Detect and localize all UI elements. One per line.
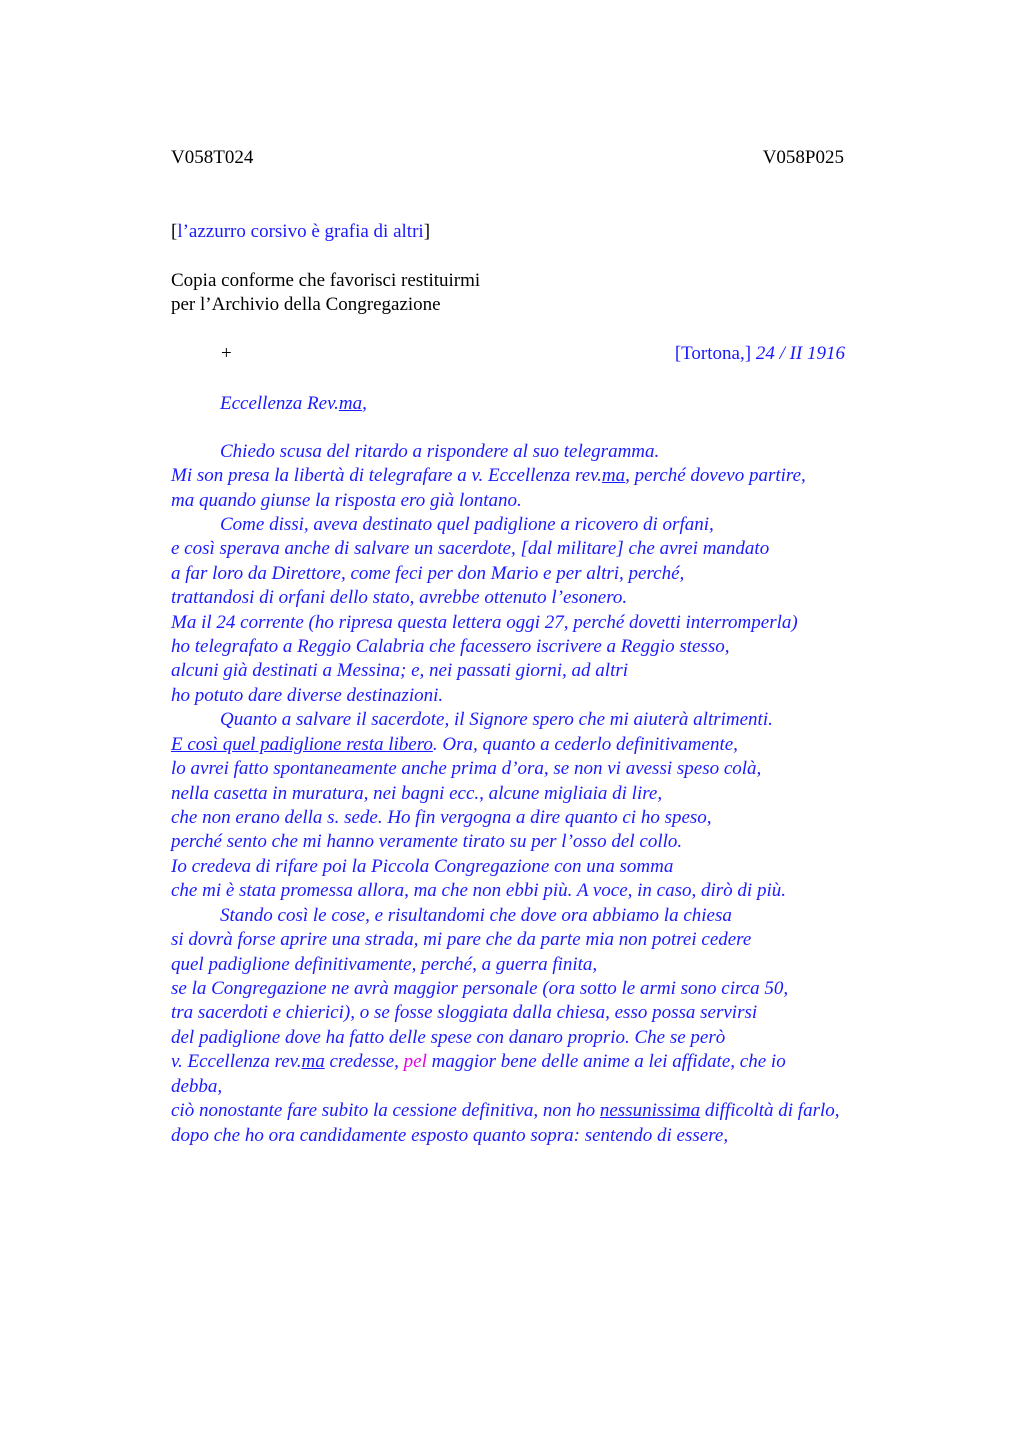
text-segment: maggior bene delle anime a lei affidate, che io: [426, 1051, 786, 1072]
salutation-superscript: ma: [338, 393, 363, 414]
body-line: Stando così le cose, e risultandomi che dove ora abbiamo la chiesa: [220, 905, 732, 926]
text-segment: Mi son presa la libertà di telegrafare a v. Eccellenza rev.: [171, 465, 602, 486]
body-line: e così sperava anche di salvare un sacerdote, [dal militare] che avrei mandato: [171, 538, 770, 559]
text-segment: credesse,: [324, 1051, 404, 1072]
cross-symbol: +: [221, 343, 232, 364]
salutation-end: ,: [362, 393, 367, 414]
body-line: a far loro da Direttore, come feci per don Mario e per altri, perché,: [171, 563, 685, 584]
body-line: [171, 1099, 840, 1123]
text-segment: . Ora, quanto a cederlo definitivamente,: [432, 734, 738, 755]
body-line: Io credeva di rifare poi la Piccola Congregazione con una somma: [171, 856, 674, 877]
body-line: perché sento che mi hanno veramente tirato su per l’osso del collo.: [171, 831, 683, 852]
body-line: [171, 1050, 786, 1074]
copy-note-line-2: per l’Archivio della Congregazione: [171, 294, 441, 315]
underlined-word: nessunissima: [599, 1100, 701, 1121]
body-line: lo avrei fatto spontaneamente anche prima d’ora, se non vi avessi speso colà,: [171, 758, 762, 779]
body-line: Chiedo scusa del ritardo a rispondere al suo telegramma.: [220, 441, 660, 462]
body-line: Come dissi, aveva destinato quel padiglione a ricovero di orfani,: [220, 514, 714, 535]
date: 24 / II 1916: [755, 343, 845, 364]
body-line: ho telegrafato a Reggio Calabria che facessero iscrivere a Reggio stesso,: [171, 636, 730, 657]
body-line: ma quando giunse la risposta ero già lontano.: [171, 490, 522, 511]
place: [Tortona,]: [674, 343, 752, 364]
header-left-code: V058T024: [171, 147, 254, 168]
text-segment: ciò nonostante fare subito la cessione definitiva, non ho: [171, 1100, 600, 1121]
note-open-bracket: [: [171, 221, 178, 242]
editor-note: [171, 220, 430, 244]
body-line: Ma il 24 corrente (ho ripresa questa lettera oggi 27, perché dovetti interromperla): [171, 612, 798, 633]
magenta-word: pel: [403, 1051, 427, 1072]
note-text: l’azzurro corsivo è grafia di altri: [177, 221, 424, 242]
body-line: tra sacerdoti e chierici), o se fosse sloggiata dalla chiesa, esso possa servirsi: [171, 1002, 758, 1023]
body-line: che mi è stata promessa allora, ma che non ebbi più. A voce, in caso, dirò di più.: [171, 880, 786, 901]
underlined-abbreviation: ma: [301, 1051, 325, 1072]
text-segment: difficoltà di farlo,: [700, 1100, 840, 1121]
body-line: trattandosi di orfani dello stato, avrebbe ottenuto l’esonero.: [171, 587, 628, 608]
body-line: quel padiglione definitivamente, perché, a guerra finita,: [171, 954, 598, 975]
body-line: ho potuto dare diverse destinazioni.: [171, 685, 444, 706]
text-segment: , perché dovevo partire,: [625, 465, 806, 486]
text-segment: v. Eccellenza rev.: [171, 1051, 302, 1072]
body-line: nella casetta in muratura, nei bagni ecc., alcune migliaia di lire,: [171, 783, 663, 804]
body-line: Quanto a salvare il sacerdote, il Signore spero che mi aiuterà altrimenti.: [220, 709, 773, 730]
header-right-code: V058P025: [762, 147, 844, 168]
body-line: debba,: [171, 1076, 223, 1097]
body-line: si dovrà forse aprire una strada, mi pare che da parte mia non potrei cedere: [171, 929, 752, 950]
underlined-abbreviation: ma: [601, 465, 626, 486]
body-line: [171, 733, 738, 757]
note-close-bracket: ]: [423, 221, 431, 242]
body-line: del padiglione dove ha fatto delle spese con danaro proprio. Che se però: [171, 1027, 726, 1048]
body-line: alcuni già destinati a Messina; e, nei passati giorni, ad altri: [171, 660, 629, 681]
underlined-phrase: E così quel padiglione resta libero: [171, 734, 433, 755]
salutation-text: Eccellenza Rev.: [220, 393, 339, 414]
body-line: dopo che ho ora candidamente esposto quanto sopra: sentendo di essere,: [171, 1125, 729, 1146]
body-line: se la Congregazione ne avrà maggior personale (ora sotto le armi sono circa 50,: [171, 978, 789, 999]
salutation: [220, 392, 367, 416]
place-date: [675, 342, 845, 366]
copy-note-line-1: Copia conforme che favorisci restituirmi: [171, 270, 481, 291]
body-line: [171, 464, 806, 488]
body-line: che non erano della s. sede. Ho fin vergogna a dire quanto ci ho speso,: [171, 807, 712, 828]
